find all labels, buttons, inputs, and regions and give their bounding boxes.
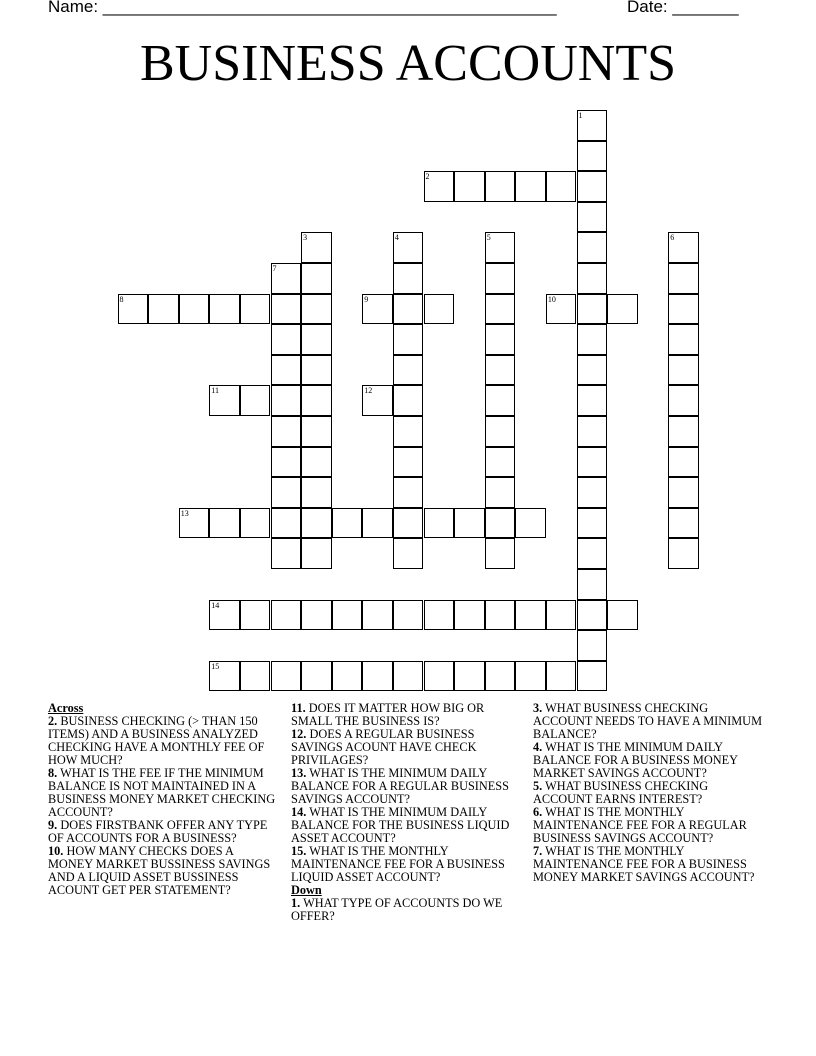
puzzle-title: BUSINESS ACCOUNTS: [139, 35, 677, 92]
grid-cell[interactable]: [393, 355, 424, 386]
down-heading: Down: [291, 883, 322, 897]
across-clue-14: [291, 806, 523, 845]
grid-cell[interactable]: [271, 508, 302, 539]
grid-cell[interactable]: [301, 600, 332, 631]
grid-cell[interactable]: [301, 508, 332, 539]
clue-number: 15.: [291, 844, 307, 858]
grid-cell[interactable]: [577, 630, 608, 661]
grid-cell[interactable]: [240, 294, 271, 325]
clue-number: 13.: [291, 766, 307, 780]
grid-cell[interactable]: [668, 324, 699, 355]
grid-cell[interactable]: [485, 355, 516, 386]
grid-cell[interactable]: [301, 385, 332, 416]
grid-cell[interactable]: [485, 416, 516, 447]
grid-cell[interactable]: [546, 294, 577, 325]
grid-cell[interactable]: [577, 569, 608, 600]
grid-cell[interactable]: [485, 263, 516, 294]
grid-cell[interactable]: [271, 416, 302, 447]
across-clue-11: [291, 702, 523, 728]
down-clue-5: [533, 780, 765, 806]
grid-cell[interactable]: [271, 661, 302, 692]
grid-cell[interactable]: [607, 600, 638, 631]
clue-number: 14.: [291, 805, 307, 819]
grid-cell[interactable]: [454, 600, 485, 631]
grid-cell[interactable]: [577, 110, 608, 141]
grid-cell[interactable]: [577, 538, 608, 569]
clue-number: 7.: [533, 844, 543, 858]
grid-cell[interactable]: [485, 232, 516, 263]
grid-cell[interactable]: [240, 600, 271, 631]
cell-number: 4: [394, 233, 399, 243]
grid-cell[interactable]: [271, 263, 302, 294]
clue-text: WHAT IS THE MONTHLY MAINTENANCE FEE FOR A REGULAR BUSINESS SAVINGS ACCOUNT?: [533, 805, 747, 845]
grid-cell[interactable]: [424, 661, 455, 692]
grid-cell[interactable]: [393, 477, 424, 508]
cell-number: 5: [486, 233, 491, 243]
across-clue-12: [291, 728, 523, 767]
clue-text: WHAT IS THE MINIMUM DAILY BALANCE FOR THE BUSINESS LIQUID ASSET ACCOUNT?: [291, 805, 510, 845]
grid-cell[interactable]: [577, 171, 608, 202]
grid-cell[interactable]: [393, 661, 424, 692]
grid-cell[interactable]: [546, 661, 577, 692]
clue-text: WHAT IS THE MINIMUM DAILY BALANCE FOR A BUSINESS MONEY MARKET SAVINGS ACCOUNT?: [533, 740, 738, 780]
grid-cell[interactable]: [485, 294, 516, 325]
grid-cell[interactable]: [393, 263, 424, 294]
clues-column-1: [48, 702, 280, 897]
grid-cell[interactable]: [393, 385, 424, 416]
grid-cell[interactable]: [271, 355, 302, 386]
grid-cell[interactable]: [332, 661, 363, 692]
grid-cell[interactable]: [485, 477, 516, 508]
clues-column-2: [291, 702, 523, 923]
grid-cell[interactable]: [485, 324, 516, 355]
grid-cell[interactable]: [515, 600, 546, 631]
grid-cell[interactable]: [577, 477, 608, 508]
grid-cell[interactable]: [454, 171, 485, 202]
grid-cell[interactable]: [301, 263, 332, 294]
clue-text: DOES IT MATTER HOW BIG OR SMALL THE BUSINESS IS?: [291, 701, 485, 728]
name-field-label: Name: ________________________________________________: [48, 0, 557, 16]
clue-text: WHAT BUSINESS CHECKING ACCOUNT NEEDS TO HAVE A MINIMUM BALANCE?: [533, 701, 762, 741]
grid-cell[interactable]: [393, 324, 424, 355]
across-clue-9: [48, 819, 280, 845]
clue-text: WHAT IS THE MINIMUM DAILY BALANCE FOR A REGULAR BUSINESS SAVINGS ACCOUNT?: [291, 766, 509, 806]
clue-number: 11.: [291, 701, 306, 715]
cell-number: 13: [180, 508, 189, 518]
grid-cell[interactable]: [515, 661, 546, 692]
grid-cell[interactable]: [546, 600, 577, 631]
clue-number: 6.: [533, 805, 543, 819]
across-heading: Across: [48, 701, 84, 715]
grid-cell[interactable]: [301, 477, 332, 508]
grid-cell[interactable]: [332, 600, 363, 631]
grid-cell[interactable]: [362, 508, 393, 539]
clue-number: 4.: [533, 740, 543, 754]
grid-cell[interactable]: [577, 508, 608, 539]
grid-cell[interactable]: [393, 538, 424, 569]
grid-cell[interactable]: [607, 294, 638, 325]
grid-cell[interactable]: [577, 324, 608, 355]
grid-cell[interactable]: [240, 508, 271, 539]
grid-cell[interactable]: [577, 232, 608, 263]
grid-cell[interactable]: [240, 661, 271, 692]
cell-number: 7: [272, 264, 277, 273]
grid-cell[interactable]: [301, 355, 332, 386]
grid-cell[interactable]: [240, 385, 271, 416]
grid-cell[interactable]: [577, 141, 608, 172]
grid-cell[interactable]: [271, 477, 302, 508]
grid-cell[interactable]: [668, 385, 699, 416]
clue-text: WHAT IS THE MONTHLY MAINTENANCE FEE FOR A BUSINESS LIQUID ASSET ACCOUNT?: [291, 844, 505, 884]
grid-cell[interactable]: [668, 263, 699, 294]
clue-text: WHAT BUSINESS CHECKING ACCOUNT EARNS INTEREST?: [533, 779, 709, 806]
grid-cell[interactable]: [546, 171, 577, 202]
grid-cell[interactable]: [515, 508, 546, 539]
clue-text: HOW MANY CHECKS DOES A MONEY MARKET BUSSINESS SAVINGS AND A LIQUID ASSET BUSSINESS ACOUNT GET PER STATEMENT?: [48, 844, 271, 897]
grid-cell[interactable]: [668, 416, 699, 447]
grid-cell[interactable]: [668, 538, 699, 569]
cell-number: 2: [425, 172, 430, 182]
cell-number: 12: [364, 386, 373, 396]
grid-cell[interactable]: [209, 600, 240, 631]
grid-cell[interactable]: [362, 661, 393, 692]
grid-cell[interactable]: [577, 263, 608, 294]
grid-cell[interactable]: [668, 355, 699, 386]
grid-cell[interactable]: [393, 232, 424, 263]
grid-cell[interactable]: [362, 385, 393, 416]
clue-text: DOES FIRSTBANK OFFER ANY TYPE OF ACCOUNTS FOR A BUSINESS?: [48, 818, 268, 845]
across-clue-8: [48, 767, 280, 819]
grid-cell[interactable]: [577, 202, 608, 233]
grid-cell[interactable]: [577, 355, 608, 386]
grid-cell[interactable]: [577, 447, 608, 478]
grid-cell[interactable]: [271, 385, 302, 416]
grid-cell[interactable]: [393, 416, 424, 447]
grid-cell[interactable]: [362, 294, 393, 325]
across-clue-2: [48, 715, 280, 767]
grid-cell[interactable]: [485, 538, 516, 569]
across-clue-13: [291, 767, 523, 806]
grid-cell[interactable]: [209, 385, 240, 416]
grid-cell[interactable]: [209, 661, 240, 692]
grid-cell[interactable]: [271, 294, 302, 325]
down-clue-7: [533, 845, 765, 884]
clue-text: WHAT IS THE MONTHLY MAINTENANCE FEE FOR A BUSINESS MONEY MARKET SAVINGS ACCOUNT?: [533, 844, 755, 884]
grid-cell[interactable]: [668, 294, 699, 325]
grid-cell[interactable]: [301, 538, 332, 569]
grid-cell[interactable]: [301, 661, 332, 692]
down-clue-4: [533, 741, 765, 780]
clue-text: WHAT TYPE OF ACCOUNTS DO WE OFFER?: [291, 896, 503, 923]
cell-number: 3: [303, 233, 308, 243]
grid-cell[interactable]: [271, 600, 302, 631]
down-clue-3: [533, 702, 765, 741]
grid-cell[interactable]: [271, 324, 302, 355]
clue-number: 3.: [533, 701, 543, 715]
cell-number: 15: [211, 661, 220, 671]
clue-number: 5.: [533, 779, 543, 793]
clue-number: 9.: [48, 818, 58, 832]
cell-number: 1: [578, 111, 583, 120]
clue-text: BUSINESS CHECKING (> THAN 150 ITEMS) AND A BUSINESS ANALYZED CHECKING HAVE A MONTHLY FEE OF HOW MUCH?: [48, 714, 265, 767]
grid-cell[interactable]: [362, 600, 393, 631]
grid-cell[interactable]: [148, 294, 179, 325]
grid-cell[interactable]: [668, 232, 699, 263]
grid-cell[interactable]: [577, 385, 608, 416]
grid-cell[interactable]: [485, 385, 516, 416]
grid-cell[interactable]: [577, 294, 608, 325]
grid-cell[interactable]: [485, 508, 516, 539]
grid-cell[interactable]: [577, 416, 608, 447]
cell-number: 10: [547, 294, 556, 304]
grid-cell[interactable]: [577, 661, 608, 692]
grid-cell[interactable]: [301, 294, 332, 325]
cell-number: 6: [670, 233, 675, 243]
grid-cell[interactable]: [271, 538, 302, 569]
grid-cell[interactable]: [424, 171, 455, 202]
grid-cell[interactable]: [577, 600, 608, 631]
grid-cell[interactable]: [454, 661, 485, 692]
grid-cell[interactable]: [271, 447, 302, 478]
grid-cell[interactable]: [668, 508, 699, 539]
grid-cell[interactable]: [301, 324, 332, 355]
clue-text: DOES A REGULAR BUSINESS SAVINGS ACOUNT HAVE CHECK PRIVILAGES?: [291, 727, 477, 767]
clue-number: 1.: [291, 896, 301, 910]
down-clue-1: [291, 897, 523, 923]
cell-number: 14: [211, 600, 220, 610]
clue-number: 8.: [48, 766, 58, 780]
grid-cell[interactable]: [515, 171, 546, 202]
clue-text: WHAT IS THE FEE IF THE MINIMUM BALANCE IS NOT MAINTAINED IN A BUSINESS MONEY MARKET CHECKING ACCOUNT?: [48, 766, 276, 819]
grid-cell[interactable]: [424, 294, 455, 325]
cell-number: 11: [211, 386, 219, 396]
across-clue-15: [291, 845, 523, 884]
grid-cell[interactable]: [485, 661, 516, 692]
down-clue-6: [533, 806, 765, 845]
cell-number: 9: [364, 294, 369, 304]
grid-cell[interactable]: [301, 232, 332, 263]
grid-cell[interactable]: [179, 294, 210, 325]
grid-cell[interactable]: [668, 447, 699, 478]
clue-number: 2.: [48, 714, 58, 728]
clue-number: 10.: [48, 844, 64, 858]
grid-cell[interactable]: [393, 508, 424, 539]
grid-cell[interactable]: [118, 294, 149, 325]
grid-cell[interactable]: [393, 447, 424, 478]
across-clue-10: [48, 845, 280, 897]
grid-cell[interactable]: [209, 294, 240, 325]
grid-cell[interactable]: [332, 508, 363, 539]
clues-column-3: [533, 702, 765, 884]
grid-cell[interactable]: [179, 508, 210, 539]
grid-cell[interactable]: [424, 600, 455, 631]
grid-cell[interactable]: [454, 508, 485, 539]
grid-cell[interactable]: [393, 294, 424, 325]
grid-cell[interactable]: [301, 416, 332, 447]
grid-cell[interactable]: [485, 600, 516, 631]
grid-cell[interactable]: [485, 171, 516, 202]
cell-number: 8: [119, 294, 124, 304]
grid-cell[interactable]: [393, 600, 424, 631]
grid-cell[interactable]: [301, 447, 332, 478]
date-field-label: Date: _______: [627, 0, 739, 16]
clue-number: 12.: [291, 727, 307, 741]
grid-cell[interactable]: [424, 508, 455, 539]
grid-cell[interactable]: [668, 477, 699, 508]
grid-cell[interactable]: [209, 508, 240, 539]
grid-cell[interactable]: [485, 447, 516, 478]
